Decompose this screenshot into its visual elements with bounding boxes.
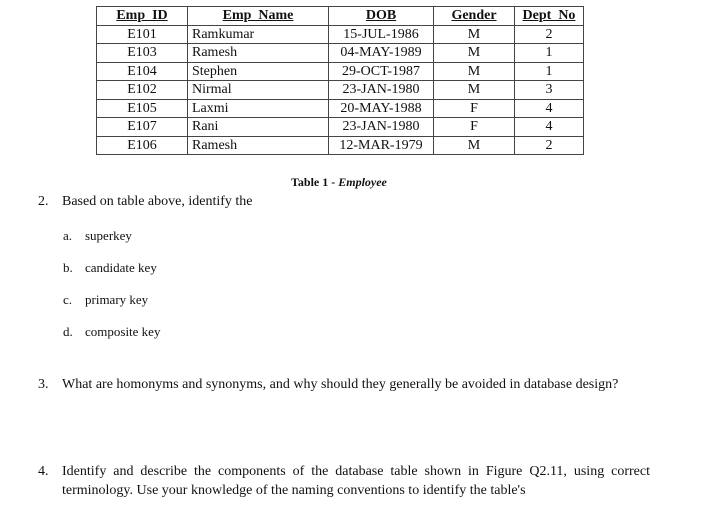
cell-dob: 12-MAR-1979 (329, 136, 434, 155)
question-3 (38, 375, 650, 394)
cell-dept-no: 2 (515, 25, 584, 44)
header-gender: Gender (434, 7, 515, 26)
cell-emp-id: E107 (97, 118, 188, 137)
question-text: Based on table above, identify the (62, 194, 253, 209)
subitem-text: composite key (85, 324, 161, 339)
cell-gender: M (434, 62, 515, 81)
cell-emp-id: E102 (97, 81, 188, 100)
table-caption-name: Employee (338, 175, 387, 189)
subitem-letter: b. (63, 260, 73, 275)
table-row (97, 99, 584, 118)
cell-gender: M (434, 44, 515, 63)
cell-emp-id: E105 (97, 99, 188, 118)
table-caption-prefix: Table 1 - (291, 175, 339, 189)
cell-gender: M (434, 25, 515, 44)
cell-dob: 04-MAY-1989 (329, 44, 434, 63)
subitem-text: candidate key (85, 260, 157, 275)
question-2 (38, 192, 638, 211)
cell-dob: 23-JAN-1980 (329, 118, 434, 137)
cell-dept-no: 2 (515, 136, 584, 155)
table-header-row (97, 7, 584, 26)
cell-gender: F (434, 99, 515, 118)
question-4 (38, 462, 650, 500)
header-emp-id: Emp_ID (97, 7, 188, 26)
table-row (97, 118, 584, 137)
table-row (97, 62, 584, 81)
table-row (97, 136, 584, 155)
cell-dob: 29-OCT-1987 (329, 62, 434, 81)
cell-dept-no: 3 (515, 81, 584, 100)
cell-dept-no: 4 (515, 99, 584, 118)
header-emp-name: Emp_Name (188, 7, 329, 26)
cell-emp-name: Ramkumar (188, 25, 329, 44)
table-caption (291, 175, 387, 190)
table-row (97, 25, 584, 44)
question-number: 4. (38, 464, 49, 479)
question-number: 2. (38, 194, 49, 209)
cell-emp-id: E104 (97, 62, 188, 81)
header-dob: DOB (329, 7, 434, 26)
cell-emp-id: E101 (97, 25, 188, 44)
cell-dob: 15-JUL-1986 (329, 25, 434, 44)
question-text: What are homonyms and synonyms, and why should they generally be avoided in database design? (62, 377, 619, 392)
cell-emp-id: E106 (97, 136, 188, 155)
cell-emp-name: Rani (188, 118, 329, 137)
cell-dob: 23-JAN-1980 (329, 81, 434, 100)
cell-gender: M (434, 136, 515, 155)
cell-gender: F (434, 118, 515, 137)
cell-dept-no: 1 (515, 62, 584, 81)
cell-gender: M (434, 81, 515, 100)
header-dept-no: Dept_No (515, 7, 584, 26)
question-text: Identify and describe the components of the database table shown in Figure Q2.11, using correct terminology. Use your knowledge of the naming conventions to identify the table's (62, 464, 650, 498)
cell-emp-name: Stephen (188, 62, 329, 81)
subitem-letter: a. (63, 228, 73, 243)
question-number: 3. (38, 377, 49, 392)
table-row (97, 81, 584, 100)
cell-emp-name: Nirmal (188, 81, 329, 100)
cell-emp-id: E103 (97, 44, 188, 63)
cell-dept-no: 1 (515, 44, 584, 63)
employee-table (96, 6, 584, 155)
cell-dept-no: 4 (515, 118, 584, 137)
cell-dob: 20-MAY-1988 (329, 99, 434, 118)
subitem-text: superkey (85, 228, 132, 243)
cell-emp-name: Laxmi (188, 99, 329, 118)
subitem-letter: c. (63, 292, 73, 307)
cell-emp-name: Ramesh (188, 44, 329, 63)
table-row (97, 44, 584, 63)
subitem-letter: d. (63, 324, 73, 339)
cell-emp-name: Ramesh (188, 136, 329, 155)
subitem-text: primary key (85, 292, 149, 307)
